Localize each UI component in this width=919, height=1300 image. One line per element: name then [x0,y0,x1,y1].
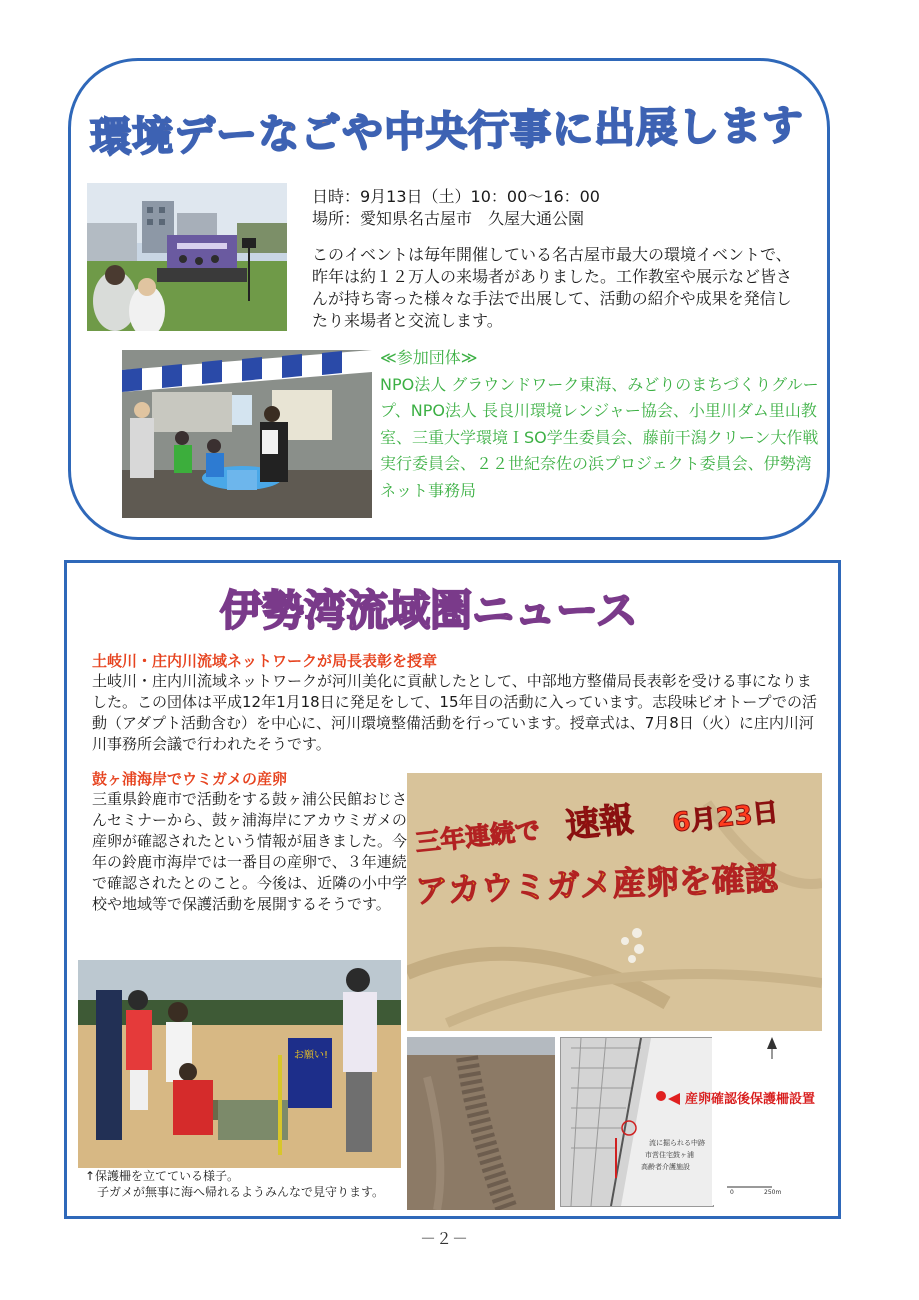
event-description: このイベントは毎年開催している名古屋市最大の環境イベントで、昨年は約１２万人の来場者がありました。工作教室や展示など皆さんが持ち寄った様々な手法で出展して、活動の紹介や成果を発信したり来場者と交流します。 [312,245,793,330]
map-label-2: 市営住宅鼓ヶ浦 [645,1151,694,1159]
sand-date: 6月23日 [670,797,780,839]
event-info [312,186,812,332]
event-stage-photo [87,183,287,331]
photo-caption-line1: ↑保護柵を立てている様子。 [85,1169,240,1183]
map-callout-arrow [668,1093,680,1105]
sand-flash: 速報 [563,799,636,847]
news-item-award-heading: 土岐川・庄内川流域ネットワークが局長表彰を授章 [92,652,438,670]
news-item-award-body: 土岐川・庄内川流域ネットワークが河川美化に貢献したとして、中部地方整備局長表彰を受ける事になりました。この団体は平成12年1月18日に発足をして、15年目の活動に入っています。志段味ビオトープでの活動（アダプト活動含む）を中心に、河川環境整備活動を行っています。授章式は、7月8日（火）に庄内川河川事務所会議で行われたそうです。 [92,672,818,753]
map-scale-1: 250m [764,1189,782,1196]
area-map [560,1037,714,1207]
photo-caption [85,1168,415,1200]
sign-text: お願い! [294,1050,329,1061]
sand-line1: 三年連続で [413,815,542,858]
participants-block [380,345,820,504]
map-label-3: 高齢者介護施設 [641,1163,690,1171]
event-date: 日時：9月13日（土）10：00～16：00 [312,187,600,206]
map-marker [656,1091,666,1101]
map-callout: 産卵確認後保護柵設置 [685,1092,816,1107]
news-item-turtle-body: 三重県鈴鹿市で活動をする鼓ヶ浦公民館おじさんセミナーから、鼓ヶ浦海岸にアカウミガメの産卵が確認されたという情報が届きました。今年の鈴鹿市海岸では一番目の産卵で、３年連続で確認されたとのこと。今後は、近隣の小中学校や地域等で保護活動を展開するそうです。 [92,790,408,913]
news-item-turtle [92,768,412,915]
news-item-turtle-heading: 鼓ヶ浦海岸でウミガメの産卵 [92,770,288,788]
page-number: －２－ [420,1229,469,1248]
participants-list: NPO法人 グラウンドワーク東海、みどりのまちづくりグループ、NPO法人 長良川環境レンジャー協会、小里川ダム里山教室、三重大学環境ＩSO学生委員会、藤前干潟クリーン大作戦実行委員会、２２世紀奈佐の浜プロジェクト委員会、伊勢湾ネット事務局 [380,374,819,500]
map-scale-0: 0 [730,1189,734,1196]
sand-photo [407,773,822,1031]
event-title: 環境デーなごや中央行事に出展します [89,100,805,162]
sand-line2: アカウミガメ産卵を確認 [414,858,779,911]
beach-fence-photo [78,960,401,1168]
turtle-tracks-photo [407,1037,555,1210]
event-booth-photo [122,350,372,518]
map-label-1: 流に掘られる中跡 [649,1139,705,1147]
map-callout-area [712,1037,832,1205]
news-title: 伊勢湾流域圏ニュース [220,586,638,635]
participants-heading: ≪参加団体≫ [380,348,478,367]
news-item-award [92,650,822,755]
event-place: 場所：愛知県名古屋市 久屋大通公園 [312,209,585,228]
photo-caption-line2: 子ガメが無事に海へ帰れるようみんなで見守ります。 [97,1185,385,1199]
